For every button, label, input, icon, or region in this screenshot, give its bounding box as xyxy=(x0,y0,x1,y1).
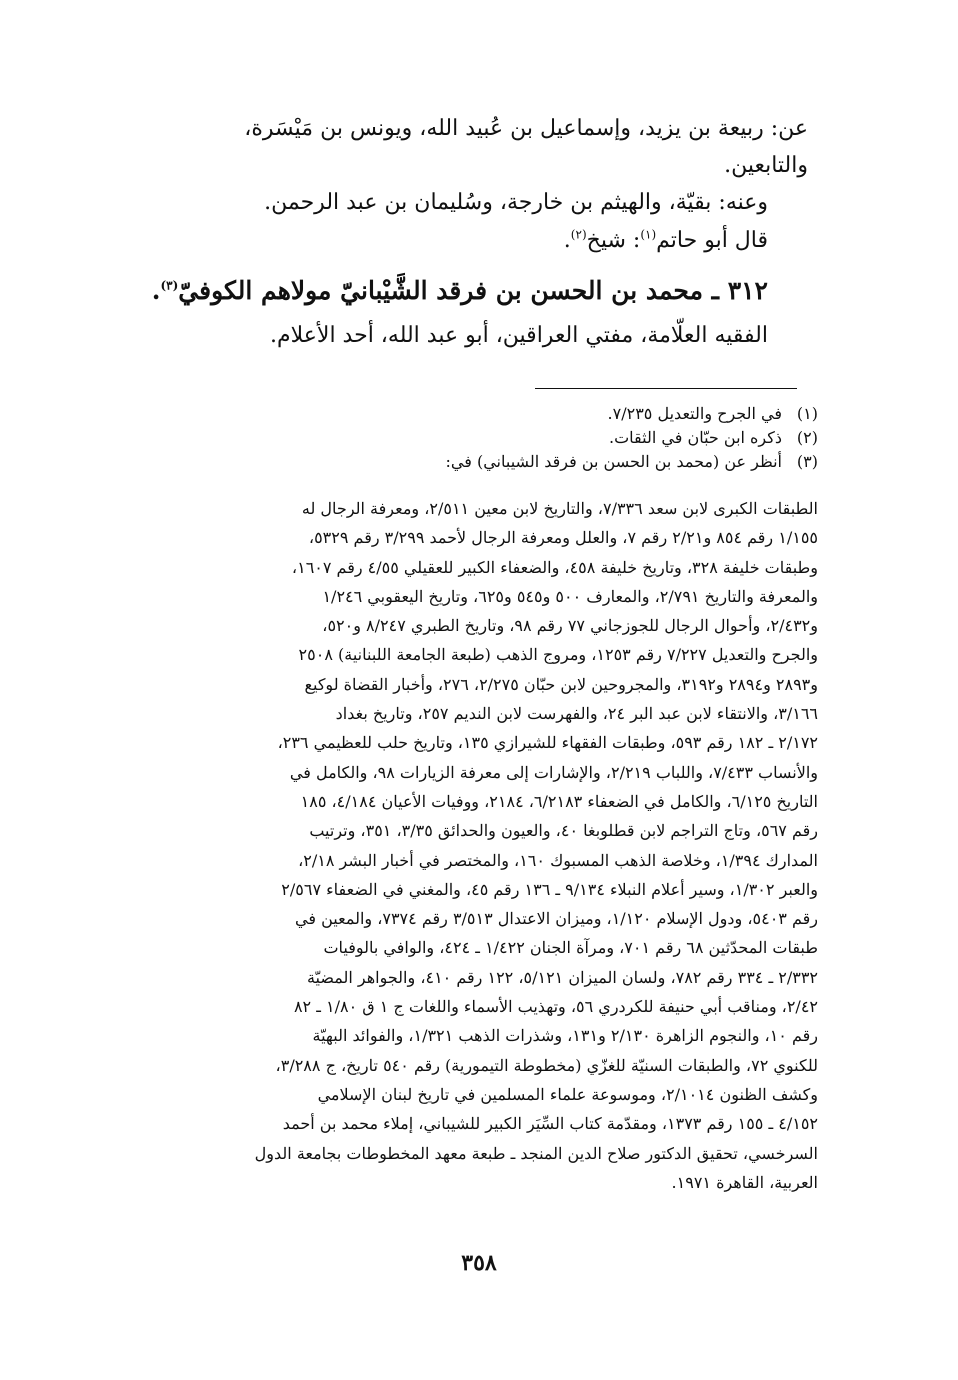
narrators-to-line: وعنه: بقيّة، والهيثم بن خارجة، وسُليمان بن عبد الرحمن. xyxy=(264,190,768,215)
footnotes-header xyxy=(180,402,818,474)
entry-heading-text: ٣١٢ ـ محمد بن الحسن بن فرقد الشَّيْبانيّ مولاهم الكوفيّ xyxy=(178,276,768,305)
footnote-3-body-line: والجرح والتعديل ٧/٢٢٧ رقم ١٢٥٣، ومروج الذهب (طبعة الجامعة اللبنانية) ٢٥٠٨ xyxy=(298,645,818,665)
footnote-3-body-line: ٣/١٦٦، والانتقاء لابن عبد البر ٢٤، والفهرست لابن النديم ٢٥٧، وتاريخ بغداد xyxy=(335,704,818,724)
footnote-3-body-line: رقم ٥٤٠٣، ودول الإسلام ١/١٢٠، وميزان الاعتدال ٣/٥١٣ رقم ٧٣٧٤، والمعين في xyxy=(295,909,818,929)
page-number: ٣٥٨ xyxy=(461,1250,497,1276)
footnote-ref-1[interactable]: (١) xyxy=(640,227,657,242)
footnote-1-number: (١) xyxy=(796,404,818,423)
footnote-3-body-line: للكنوي ٧٢، والطبقات السنيّة للغزّي (مخطوطة التيمورية) رقم ٥٤٠ تاريخ، ج ٣/٢٨٨، xyxy=(275,1055,818,1075)
footnote-3-number: (٣) xyxy=(796,452,818,471)
footnote-2-text: ذكره ابن حبّان في الثقات. xyxy=(609,428,782,447)
narrators-from-line: عن: ربيعة بن يزيد، وإسماعيل بن عُبيد الله، ويونس بن مَيْسَرة، xyxy=(244,116,808,141)
footnote-separator xyxy=(535,388,797,389)
footnote-3-body-line: والأنساب ٧/٤٣٣، واللباب ٢/٢١٩، والإشارات إلى معرفة الزيارات ٩٨، والكامل في xyxy=(289,762,818,782)
main-text xyxy=(110,110,808,356)
entry-heading xyxy=(110,264,808,316)
footnote-3-body-line: ١/١٥٥ رقم ٨٥٤ و٢/٢١ رقم ٧، والعلل ومعرفة الرجال لأحمد ٣/٢٩٩ رقم ٥٣٢٩، xyxy=(308,528,818,548)
footnote-3-body-line: و٢٨٩٣ و٢٨٩٤ و٣١٩٢، والمجروحين لابن حبّان ٢/٢٧٥، ٢٧٦، وأخبار القضاة لوكيع xyxy=(304,674,818,694)
footnote-3-text: أنظر عن (محمد بن الحسن بن فرقد الشيباني) في: xyxy=(445,452,782,471)
entry-heading-suffix: . xyxy=(151,276,161,305)
footnote-3-body-line: ٢/١٧٢ ـ ١٨٢ رقم ٥٩٣، وطبقات الفقهاء للشيرازي ١٣٥، وتاريخ حلب للعظيمي ٢٣٦، xyxy=(277,733,818,753)
footnote-3-body-line: و٢/٤٣٢، وأحوال الرجال للجوزجاني ٧٧ رقم ٩٨، وتاريخ الطبري ٨/٢٤٧ و٥٢٠، xyxy=(322,616,818,636)
footnote-3-body-line: رقم ١٠، والنجوم الزاهرة ٢/١٣٠ و١٣١، وشذرات الذهب ١/٣٢١، والفوائد البهيّة xyxy=(312,1026,818,1046)
abu-hatim-prefix: قال أبو حاتم xyxy=(656,228,768,253)
abu-hatim-middle: : شيخ xyxy=(586,228,641,253)
footnote-3-body-line: السرخسي، تحقيق الدكتور صلاح الدين المنجد ـ طبعة معهد المخطوطات بجامعة الدول xyxy=(254,1143,818,1163)
footnote-2 xyxy=(180,426,818,450)
footnote-3-body-line: العربية، القاهرة ١٩٧١. xyxy=(671,1172,818,1192)
abu-hatim-line xyxy=(110,222,808,260)
footnote-3-body-line: والعبر ١/٣٠٢، وسير أعلام النبلاء ٩/١٣٤ ـ ١٣٦ رقم ٤٥، والمغني في الضعفاء ٢/٥٦٧ xyxy=(281,879,818,899)
footnote-3-body-line: رقم ٥٦٧، وتاج التراجم لابن قطلوبغا ٤٠، والعيون والحدائق ٣/٣٥، ٣٥١، وترتيب xyxy=(309,821,818,841)
footnote-3-body-line: وطبقات خليفة ٣٢٨، وتاريخ خليفة ٤٥٨، والضعفاء الكبير للعقيلي ٤/٥٥ رقم ١٦٠٧، xyxy=(291,557,818,577)
footnote-3-body-line: وكشف الظنون ٢/١٠١٤، وموسوعة علماء المسلمين في تاريخ لبنان الإسلامي xyxy=(317,1084,818,1104)
footnote-3-body-line: ٢/٤٢، ومناقب أبي حنيفة للكردري ٥٦، وتهذيب الأسماء واللغات ج ١ ق ١/٨٠ ـ ٨٢ xyxy=(293,997,818,1017)
footnote-3-body-line: التاريخ ٦/١٢٥، والكامل في الضعفاء ٦/٢١٨٣، ٢١٨٤، ووفيات الأعيان ٤/١٨٤، ١٨٥ xyxy=(300,791,818,811)
narrators-from-continuation: والتابعين. xyxy=(724,153,808,178)
footnote-3-body xyxy=(194,494,818,1197)
footnote-ref-2[interactable]: (٢) xyxy=(570,227,587,242)
footnote-3-body-line: الطبقات الكبرى لابن سعد ٧/٣٣٦، والتاريخ لابن معين ٢/٥١١، ومعرفة الرجال له xyxy=(301,499,818,518)
footnote-3 xyxy=(180,450,818,474)
footnote-3-body-line: المدارك ١/٣٩٤، وخلاصة الذهب المسبوك ١٦٠، والمختصر في أخبار البشر ٢/١٨، xyxy=(298,850,818,870)
footnote-3-body-line: والمعرفة والتاريخ ٢/٧٩١، والمعارف ٥٠٠ و٥٤٥ و٦٢٥، وتاريخ اليعقوبي ١/٢٤٦ xyxy=(322,586,818,606)
footnote-3-body-line: طبقات المحدّثين ٦٨ رقم ٧٠١، ومرآة الجنان ١/٤٢٢ ـ ٤٢٤، والوافي بالوفيات xyxy=(323,938,818,958)
footnote-3-body-line: ٢/٣٣٢ ـ ٣٣٤ رقم ٧٨٢، ولسان الميزان ٥/١٢١، ١٢٢ رقم ٤١٠، والجواهر المضيّة xyxy=(306,967,818,987)
footnote-1 xyxy=(180,402,818,426)
footnote-ref-3[interactable]: (٣) xyxy=(160,278,179,293)
footnote-1-text: في الجرح والتعديل ٧/٢٣٥. xyxy=(607,404,782,423)
entry-description: الفقيه العلّامة، مفتي العراقين، أبو عبد الله، أحد الأعلام. xyxy=(270,323,768,348)
footnote-2-number: (٢) xyxy=(796,428,818,447)
abu-hatim-suffix: . xyxy=(563,228,571,253)
footnote-3-body-line: ٤/١٥٢ ـ ١٥٥ رقم ١٣٧٣، ومقدّمة كتاب السِّيَر الكبير للشيباني، إملاء محمد بن أحمد xyxy=(282,1114,818,1134)
